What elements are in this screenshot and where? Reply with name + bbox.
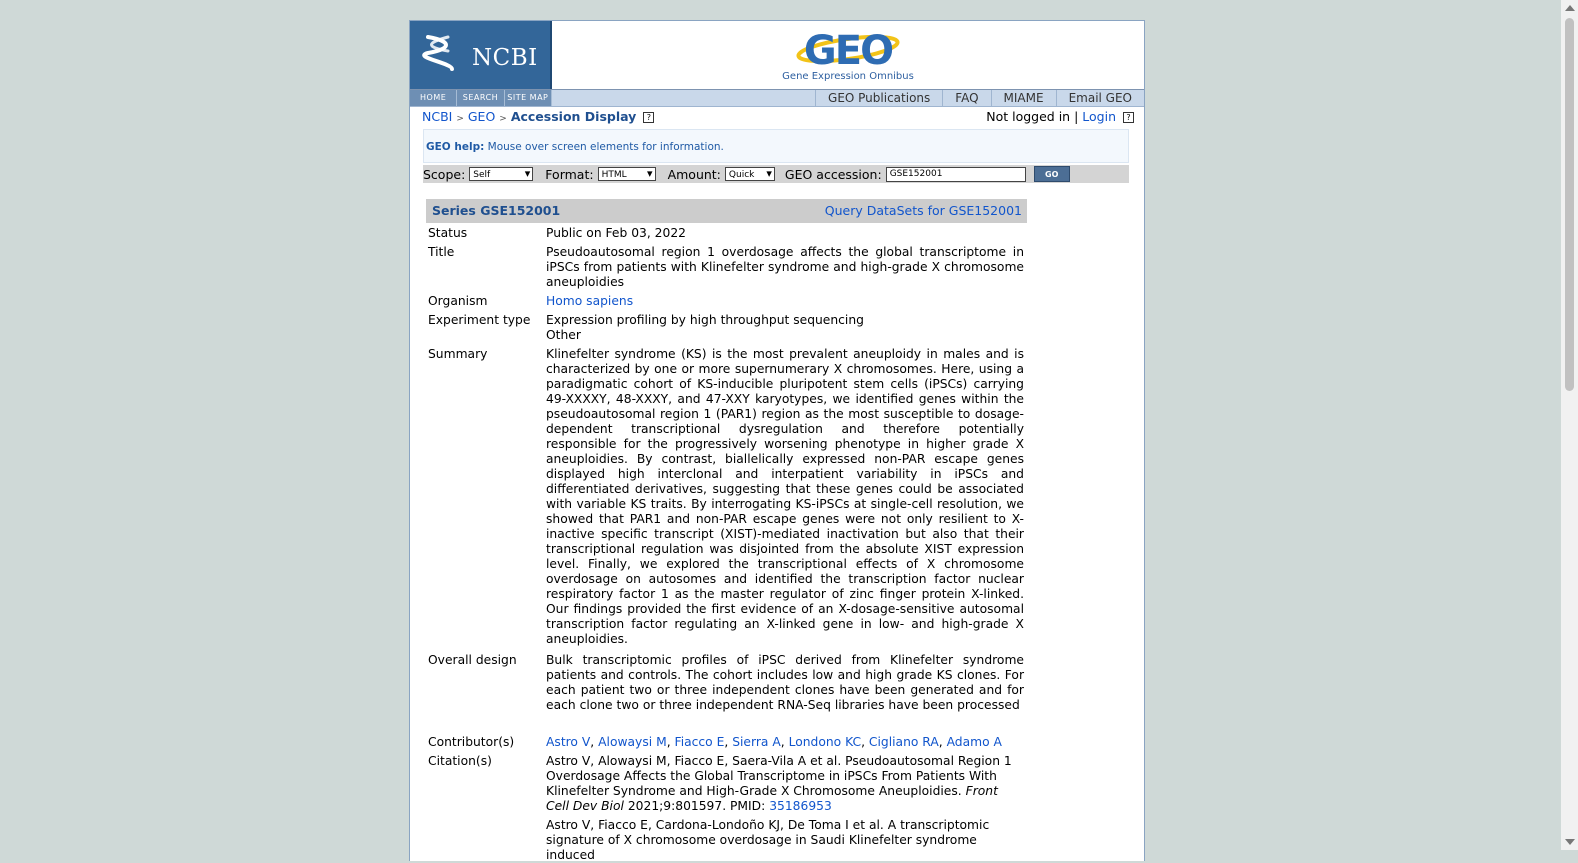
pmid-link[interactable]: 35186953	[769, 799, 832, 813]
contributor-link[interactable]: Londono KC	[788, 735, 862, 749]
scroll-up-icon[interactable]	[1565, 5, 1575, 11]
geo-help-bar	[423, 129, 1129, 163]
citation-1: Astro V, Alowaysi M, Fiacco E, Saera-Vila A et al. Pseudoautosomal Region 1 Overdosage Affects the Global Transcriptome in iPSCs From Patients With Klinefelter Syndrome and High-Grade X Chromosome Aneuploidies. Front Cell Dev Biol 2021;9:801597. PMID: 35186953	[546, 754, 1012, 813]
help-question-icon[interactable]: ?	[643, 112, 654, 123]
breadcrumb	[422, 109, 654, 124]
geo-logo-icon	[792, 26, 904, 72]
series-header	[426, 199, 1027, 223]
nav-faq[interactable]: FAQ	[942, 90, 990, 106]
contributor-link[interactable]: Alowaysi M	[598, 735, 667, 749]
login-area	[986, 109, 1134, 124]
login-status: Not logged in	[986, 109, 1071, 124]
header	[410, 21, 1144, 90]
amount-label: Amount:	[667, 166, 721, 182]
login-help-icon[interactable]: ?	[1123, 112, 1134, 123]
experiment-type-1: Expression profiling by high throughput sequencing	[546, 313, 864, 327]
format-select[interactable]: HTML ▾	[598, 167, 656, 181]
scope-label: Scope:	[423, 166, 466, 182]
accession-label: GEO accession:	[784, 166, 882, 182]
page-container: NCBI GEO Gene Expression Omnibus HOME SEARCH SITE MAP GEO Publications FAQ MIAME Email GEO NCBI > GEO > Accession Display ? Not logged in | Login ? GEO help: Mouse over screen elements for information. Scope: Self ▾ Format: HTML ▾ Amount: Quick ▾ GEO accession: GSE152001 GO Series GSE152001 Query DataSets for GSE152001 Status Public on Feb 03, 2022 Title Pseudoautosomal region 1 overdosage affects the global transcriptome in iPSCs from patients with Klinefelter syndrome and high-grade X chromosome aneuploidies Organism Homo sapiens Experiment type Expression profiling by high throughput sequencing Other Summary Klinefelter syndrome (KS) is the most prevalent aneuploidy in males and is characterized by one or more supernumerary X chromosomes. Here, using a paradigmatic cohort of KS-inducible pluripotent stem cells (iPSCs) carrying 49-XXXXY, 48-XXXY, and 47-XXY karyotypes, we identified genes within the pseudoautosomal region 1 (PAR1) region as the most susceptible to dosage-dependent transcriptional dysregulation and therefore potentially responsible for the progressively worsening phenotype in higher grade X aneuploidies. By contrast, biallelically expressed non-PAR escape genes displayed high interclonal and interpatient variability in iPSCs and differentiated derivatives, suggesting that these genes could be associated with variable KS traits. By interrogating KS-iPSCs at single-cell resolution, we showed that PAR1 and non-PAR escape genes were not only resilient to X-inactive specific transcript (XIST)-mediated inactivation but also that their transcriptional regulation was disjointed from the absolute XIST expression level. Finally, we explored the transcriptional effects of X chromosome overdosage on autosomes and identified the transcription factor nuclear respiratory factor 1 as the master regulator of zinc finger protein X-linked. Our findings provided the first evidence of an X-dosage-sensitive autosomal transcription factor regulating an X-linked gene in low- and high-grade X aneuploidies. Overall design Bulk transcriptomic profiles of iPSC derived from Klinefelter syndrome patients and controls. The cohort includes low and high grade KS clones. For each patient two or three independent clones have been generated and for each clone two or three independent RNA-Seq libraries have been processed Contributor(s) Astro V, Alowaysi M, Fiacco E, Sierra A, Londono KC, Cigliano RA, Adamo A Citation(s) Astro V, Alowaysi M, Fiacco E, Saera-Vila A et al. Pseudoautosomal Region 1 Overdosage Affects the Global Transcriptome in iPSCs From Patients With Klinefelter Syndrome and High-Grade X Chromosome Aneuploidies. Front Cell Dev Biol 2021;9:801597. PMID: 35186953 Astro V, Fiacco E, Cardona-Londoño KJ, De Toma I et al. A transcriptomic signature of X chromosome overdosage in Saudi Klinefelter syndrome induced	[409, 20, 1145, 861]
organism-label: Organism	[428, 294, 488, 308]
amount-select[interactable]: Quick ▾	[725, 167, 775, 181]
design-label: Overall design	[428, 653, 517, 667]
geo-logo-text: GEO	[803, 28, 893, 72]
geo-subtitle: Gene Expression Omnibus	[782, 71, 914, 82]
breadcrumb-ncbi[interactable]: NCBI	[422, 109, 453, 124]
contributors-label: Contributor(s)	[428, 735, 515, 749]
citation-1-journal: Front Cell Dev Biol	[546, 784, 998, 813]
breadcrumb-geo[interactable]: GEO	[467, 109, 496, 124]
contributor-link[interactable]: Sierra A	[732, 735, 781, 749]
citations-label: Citation(s)	[428, 754, 492, 768]
status-value: Public on Feb 03, 2022	[546, 226, 686, 240]
breadcrumb-current: Accession Display	[510, 109, 637, 124]
nav-bar	[410, 90, 1144, 107]
ncbi-nav	[410, 90, 552, 106]
accession-input[interactable]: GSE152001	[886, 167, 1026, 182]
nav-email-geo[interactable]: Email GEO	[1056, 90, 1144, 106]
title-value: Pseudoautosomal region 1 overdosage affects the global transcriptome in iPSCs from patients with Klinefelter syndrome and high-grade X chromosome aneuploidies	[546, 245, 1024, 289]
design-value: Bulk transcriptomic profiles of iPSC derived from Klinefelter syndrome patients and controls. The cohort includes low and high grade KS clones. For each patient two or three independent clones have been generated and for each clone two or three independent RNA-Seq libraries have been processed	[546, 653, 1024, 712]
contributor-link[interactable]: Astro V	[546, 735, 591, 749]
summary-value: Klinefelter syndrome (KS) is the most prevalent aneuploidy in males and is characterized by one or more supernumerary X chromosomes. Here, using a paradigmatic cohort of KS-inducible pluripotent stem cells (iPSCs) carrying 49-XXXXY, 48-XXXY, and 47-XXY karyotypes, we identified genes within the pseudoautosomal region 1 (PAR1) region as the most susceptible to dosage-dependent transcriptional dysregulation and therefore potentially responsible for the progressively worsening phenotype in higher grade X aneuploidies. By contrast, biallelically expressed non-PAR escape genes displayed high interclonal and interpatient variability in iPSCs and differentiated derivatives, suggesting that these genes could be associated with variable KS traits. By interrogating KS-iPSCs at single-cell resolution, we showed that PAR1 and non-PAR escape genes were not only resilient to X-inactive specific transcript (XIST)-mediated inactivation but also that their transcriptional regulation was disjointed from the absolute XIST expression level. Finally, we explored the transcriptional effects of X chromosome overdosage on autosomes and identified the transcription factor nuclear respiratory factor 1 as the master regulator of zinc finger protein X-linked. Our findings provided the first evidence of an X-dosage-sensitive autosomal transcription factor regulating an X-linked gene in low- and high-grade X aneuploidies.	[546, 347, 1024, 646]
nav-geo-publications[interactable]: GEO Publications	[815, 90, 942, 106]
page-scrollbar[interactable]	[1561, 0, 1578, 850]
geo-nav	[815, 90, 1144, 106]
nav-search[interactable]: SEARCH	[457, 90, 504, 106]
ncbi-helix-icon	[422, 33, 458, 73]
nav-site-map[interactable]: SITE MAP	[505, 90, 552, 106]
login-link[interactable]: Login	[1082, 109, 1117, 124]
contributor-link[interactable]: Cigliano RA	[868, 735, 939, 749]
contributor-link[interactable]: Fiacco E	[674, 735, 725, 749]
scope-select[interactable]: Self ▾	[469, 167, 533, 181]
geo-logo[interactable]	[552, 21, 1144, 89]
accession-form	[423, 165, 1129, 183]
nav-miame[interactable]: MIAME	[991, 90, 1056, 106]
scroll-down-icon[interactable]	[1565, 839, 1575, 845]
ncbi-logo[interactable]	[410, 21, 552, 89]
status-label: Status	[428, 226, 468, 240]
help-text: Mouse over screen elements for information.	[487, 141, 724, 153]
ncbi-logo-text: NCBI	[472, 45, 538, 71]
experiment-type-2: Other	[546, 328, 581, 342]
citation-2: Astro V, Fiacco E, Cardona-Londoño KJ, De Toma I et al. A transcriptomic signature of X chromosome overdosage in Saudi Klinefelter syndrome induced	[546, 818, 990, 862]
scrollbar-thumb[interactable]	[1565, 18, 1574, 391]
contributor-link[interactable]: Adamo A	[946, 735, 1002, 749]
format-label: Format:	[545, 166, 594, 182]
breadcrumb-separator: >	[499, 114, 507, 124]
experiment-label: Experiment type	[428, 313, 531, 327]
go-button[interactable]: GO	[1034, 166, 1070, 182]
breadcrumb-separator: >	[456, 114, 464, 124]
login-separator: |	[1074, 109, 1079, 124]
organism-link[interactable]: Homo sapiens	[546, 294, 634, 308]
series-title: Series GSE152001	[432, 203, 561, 218]
help-label: GEO help:	[426, 141, 485, 153]
title-label: Title	[428, 245, 455, 259]
nav-home[interactable]: HOME	[410, 90, 457, 106]
summary-label: Summary	[428, 347, 488, 361]
query-datasets-link[interactable]: Query DataSets for GSE152001	[824, 203, 1022, 218]
